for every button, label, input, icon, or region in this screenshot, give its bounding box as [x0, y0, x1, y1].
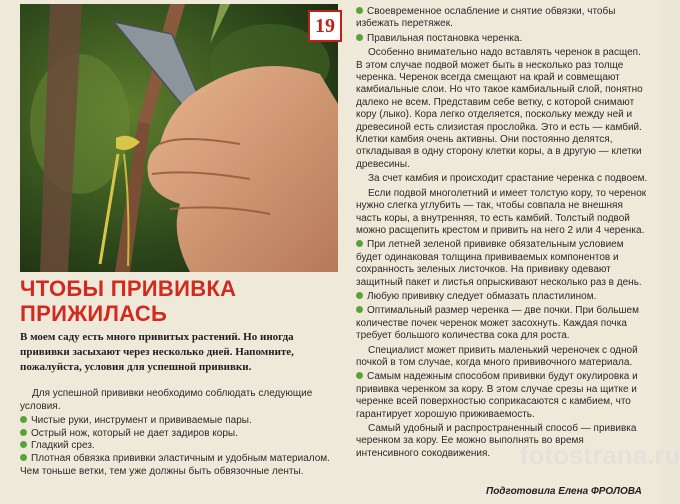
green-bullet-icon — [356, 240, 363, 247]
left-column-text — [20, 388, 340, 478]
page-number-badge: 19 — [308, 10, 342, 42]
green-bullet-icon — [20, 416, 27, 423]
article-headline — [20, 276, 340, 326]
left-bullet-item — [20, 415, 340, 428]
reader-question: В моем саду есть много привитых растений. Но иногда прививки засыхают через несколько дней. Напомните, пожалуйста, условия для успешной прививки. — [20, 331, 294, 373]
green-bullet-icon — [356, 292, 363, 299]
green-bullet-icon — [356, 7, 363, 14]
right-paragraph: За счет камбия и происходит срастание черенка с подвоем. — [368, 173, 648, 185]
right-paragraph: Особенно внимательно надо вставлять черенок в расщеп. В этом случае подвой может быть в несколько раз толще черенка. Черенок всегда смещают на край и совмещают камбиальные слои. Но что такое камбиальный слой, понятно далеко не всем. Представим себе ветку, с которой снимают кору (лыко). Кора легко отделяется, поскольку между ней и древесиной есть слизистая прослойка. Это и есть — камбий. Клетки камбия очень активны. Они постоянно делятся, откладывая в одну сторону клетки коры, а в другую — клетки древесины. — [356, 47, 643, 170]
right-paragraph-text: Оптимальный размер черенка — две почки. При большем количестве почек черенок может засохнуть. Каждая почка требует большого количества сока для роста. — [356, 305, 639, 342]
right-paragraph-text: Любую прививку следует обмазать пластилином. — [367, 290, 597, 302]
green-bullet-icon — [20, 441, 27, 448]
watermark: fotostrana.ru — [520, 440, 680, 470]
green-bullet-icon — [356, 372, 363, 379]
right-paragraph-text: Своевременное ослабление и снятие обвязки, чтобы избежать перетяжек. — [356, 6, 616, 30]
right-paragraph — [356, 305, 648, 342]
green-bullet-icon — [20, 429, 27, 436]
right-paragraph — [356, 291, 648, 303]
left-bullet-text: Гладкий срез. — [31, 440, 95, 452]
green-bullet-icon — [20, 454, 27, 461]
left-bullet-item — [20, 440, 340, 453]
right-column-text — [356, 6, 648, 460]
right-paragraph: Специалист может привить маленький череночек с одной почкой в том случае, когда много прививочного материала. — [356, 344, 638, 368]
left-lead-paragraph: Для успешной прививки необходимо соблюдать следующие условия. — [20, 388, 313, 412]
left-bullet-item — [20, 428, 340, 441]
author-credit: Подготовила Елена ФРОЛОВА — [486, 486, 642, 497]
left-bullet-text: Острый нож, который не дает задиров коры. — [31, 427, 238, 439]
right-paragraph-text: Правильная постановка черенка. — [367, 32, 523, 44]
right-paragraph — [356, 371, 648, 421]
green-bullet-icon — [356, 34, 363, 41]
right-paragraph — [356, 6, 648, 31]
headline-line-2: ПРИЖИЛАСЬ — [20, 301, 168, 326]
left-bullet-text: Плотная обвязка прививки эластичным и удобным материалом. Чем тоньше ветки, тем уже должны быть обвязочные ленты. — [20, 452, 330, 477]
headline-line-1: ЧТОБЫ ПРИВИВКА — [20, 276, 237, 301]
right-paragraph: Самый удобный и распространенный способ — прививка черенком за кору. Ее можно выполнять во время интенсивного сокодвижения. — [356, 423, 637, 459]
right-paragraph-text: При летней зеленой прививке обязательным условием будет одинаковая толщина прививаемых компонентов и сохранность зеленых листочков. На прививку одевают защитный пакет и листья опрыскивают несколько раз в день. — [356, 239, 642, 288]
green-bullet-icon — [356, 306, 363, 313]
right-paragraph — [356, 239, 648, 289]
left-bullet-item — [20, 453, 340, 478]
left-bullet-text: Чистые руки, инструмент и прививаемые пары. — [31, 415, 252, 427]
grafting-photo-illustration — [20, 4, 338, 272]
right-paragraph-text: Самым надежным способом прививки будут окулировка и прививка черенком за кору. В этом случае срезы на щитке и черенке всей поверхностью соприкасаются с камбием, что гарантирует хорошую приживаемость. — [356, 371, 638, 420]
grafting-photo — [20, 4, 338, 272]
right-paragraph: Если подвой многолетний и имеет толстую кору, то черенок нужно слегка углубить — так, чтобы совпала не внешняя часть коры, а внутренняя, то есть камбий. Толстый подвой можно расщепить крестом и привить на него 2 или 4 черенка. — [356, 187, 647, 236]
right-paragraph — [356, 33, 648, 45]
